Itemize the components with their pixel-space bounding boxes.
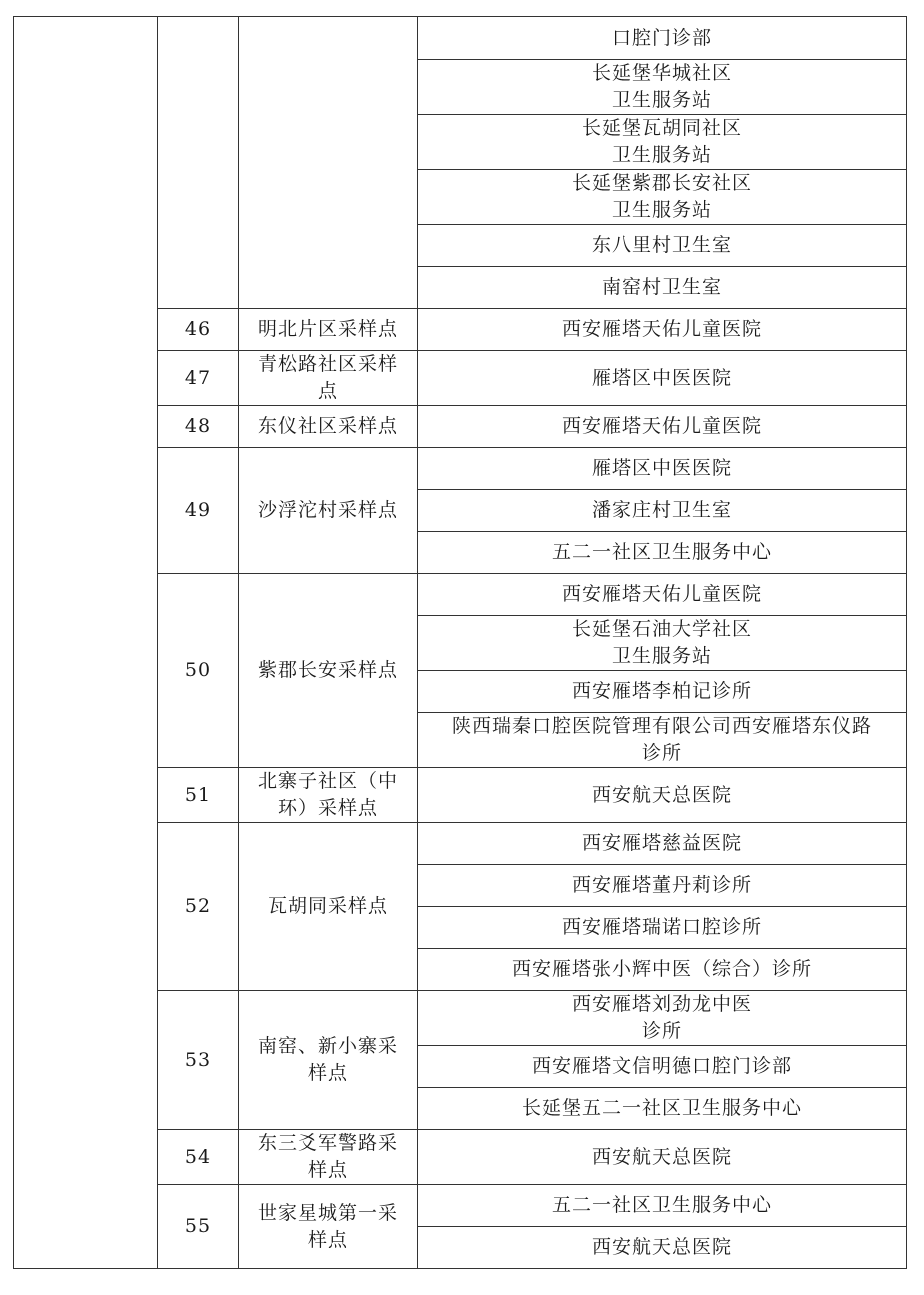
sampling-site-name: 样点 <box>307 1062 348 1084</box>
institution-name: 西安航天总医院 <box>591 1236 732 1258</box>
table-body <box>14 17 907 1269</box>
sampling-site-name: 瓦胡同采样点 <box>267 895 388 917</box>
serial-cell-blank <box>158 17 239 309</box>
institution-cell <box>418 991 907 1046</box>
institution-name: 卫生服务站 <box>611 645 712 667</box>
institution-name: 雁塔区中医医院 <box>591 457 732 479</box>
sampling-site-name: 南窑、新小寨采 <box>257 1035 398 1057</box>
institution-cell <box>418 170 907 225</box>
institution-cell <box>418 351 907 406</box>
sampling-site-name: 样点 <box>307 1159 348 1181</box>
serial-number-cell: 51 <box>158 768 239 823</box>
serial-number-cell: 53 <box>158 991 239 1130</box>
institution-name: 西安雁塔慈益医院 <box>581 832 742 854</box>
sampling-site-name: 点 <box>317 380 338 402</box>
serial-number-cell: 50 <box>158 574 239 768</box>
institution-cell <box>418 60 907 115</box>
institution-name: 西安雁塔刘劲龙中医 <box>571 993 752 1015</box>
sampling-site-table <box>13 16 907 1269</box>
region-cell-blank <box>14 17 158 1269</box>
sampling-site-cell <box>239 1130 418 1185</box>
institution-name: 陕西瑞秦口腔医院管理有限公司西安雁塔东仪路 <box>451 715 872 737</box>
serial-number-cell: 49 <box>158 448 239 574</box>
serial-number-cell: 47 <box>158 351 239 406</box>
institution-name: 西安雁塔董丹莉诊所 <box>571 874 752 896</box>
sampling-site-name: 世家星城第一采 <box>257 1201 398 1224</box>
sampling-site-name: 明北片区采样点 <box>257 318 398 340</box>
sampling-site-cell <box>239 574 418 768</box>
sampling-site-cell <box>239 448 418 574</box>
institution-name: 西安雁塔天佑儿童医院 <box>561 415 762 437</box>
institution-cell <box>418 865 907 907</box>
institution-cell <box>418 907 907 949</box>
institution-name: 长延堡华城社区 <box>591 62 732 84</box>
institution-name: 长延堡五二一社区卫生服务中心 <box>521 1097 802 1119</box>
institution-name: 东八里村卫生室 <box>591 234 732 256</box>
serial-number-cell: 54 <box>158 1130 239 1185</box>
institution-name: 西安雁塔瑞诺口腔诊所 <box>561 916 762 938</box>
institution-name: 西安航天总医院 <box>591 1145 732 1168</box>
institution-cell <box>418 532 907 574</box>
sampling-site-cell <box>239 309 418 351</box>
serial-number-cell: 46 <box>158 309 239 351</box>
sampling-site-name: 东仪社区采样点 <box>257 415 398 437</box>
table-row <box>14 17 907 60</box>
institution-name: 长延堡紫郡长安社区 <box>571 172 752 194</box>
institution-name: 口腔门诊部 <box>611 26 712 49</box>
sampling-site-name: 东三爻军警路采 <box>257 1132 398 1154</box>
serial-number-cell: 48 <box>158 406 239 448</box>
institution-name: 长延堡瓦胡同社区 <box>581 117 742 139</box>
site-cell-blank <box>239 17 418 309</box>
institution-name: 雁塔区中医医院 <box>591 366 732 389</box>
institution-cell <box>418 574 907 616</box>
institution-name: 五二一社区卫生服务中心 <box>551 541 772 563</box>
sampling-site-name: 北寨子社区（中 <box>257 770 398 792</box>
institution-cell <box>418 713 907 768</box>
institution-name: 卫生服务站 <box>611 199 712 221</box>
institution-cell <box>418 1185 907 1227</box>
serial-number-cell: 52 <box>158 823 239 991</box>
institution-cell <box>418 115 907 170</box>
institution-cell <box>418 823 907 865</box>
institution-name: 西安雁塔文信明德口腔门诊部 <box>531 1055 792 1077</box>
serial-number-cell: 55 <box>158 1185 239 1269</box>
sampling-site-name: 环）采样点 <box>277 797 378 819</box>
institution-name: 西安雁塔天佑儿童医院 <box>561 583 762 605</box>
institution-cell <box>418 225 907 267</box>
institution-cell <box>418 1227 907 1269</box>
institution-name: 诊所 <box>641 1020 682 1042</box>
institution-cell <box>418 1088 907 1130</box>
institution-name: 西安雁塔天佑儿童医院 <box>561 318 762 340</box>
sampling-site-name: 青松路社区采样 <box>257 353 398 375</box>
institution-cell <box>418 768 907 823</box>
institution-cell <box>418 490 907 532</box>
document-page <box>13 16 906 1272</box>
institution-cell <box>418 616 907 671</box>
sampling-site-name: 紫郡长安采样点 <box>257 659 398 681</box>
institution-cell <box>418 949 907 991</box>
institution-cell <box>418 1046 907 1088</box>
institution-name: 西安雁塔张小辉中医（综合）诊所 <box>511 958 812 980</box>
institution-name: 五二一社区卫生服务中心 <box>551 1194 772 1216</box>
sampling-site-cell <box>239 823 418 991</box>
sampling-site-cell <box>239 351 418 406</box>
sampling-site-cell <box>239 406 418 448</box>
institution-name: 南窑村卫生室 <box>601 276 722 298</box>
institution-cell <box>418 309 907 351</box>
institution-name: 潘家庄村卫生室 <box>591 499 732 521</box>
institution-cell <box>418 17 907 60</box>
sampling-site-cell <box>239 1185 418 1269</box>
institution-name: 西安航天总医院 <box>591 783 732 806</box>
institution-cell <box>418 448 907 490</box>
institution-name: 卫生服务站 <box>611 144 712 166</box>
institution-cell <box>418 671 907 713</box>
sampling-site-cell <box>239 991 418 1130</box>
sampling-site-name: 沙浮沱村采样点 <box>257 499 398 521</box>
institution-name: 长延堡石油大学社区 <box>571 618 752 640</box>
sampling-site-name: 样点 <box>307 1228 348 1251</box>
institution-name: 西安雁塔李柏记诊所 <box>571 680 752 702</box>
institution-name: 诊所 <box>641 742 682 764</box>
institution-cell <box>418 1130 907 1185</box>
institution-cell <box>418 267 907 309</box>
sampling-site-cell <box>239 768 418 823</box>
institution-name: 卫生服务站 <box>611 89 712 111</box>
institution-cell <box>418 406 907 448</box>
